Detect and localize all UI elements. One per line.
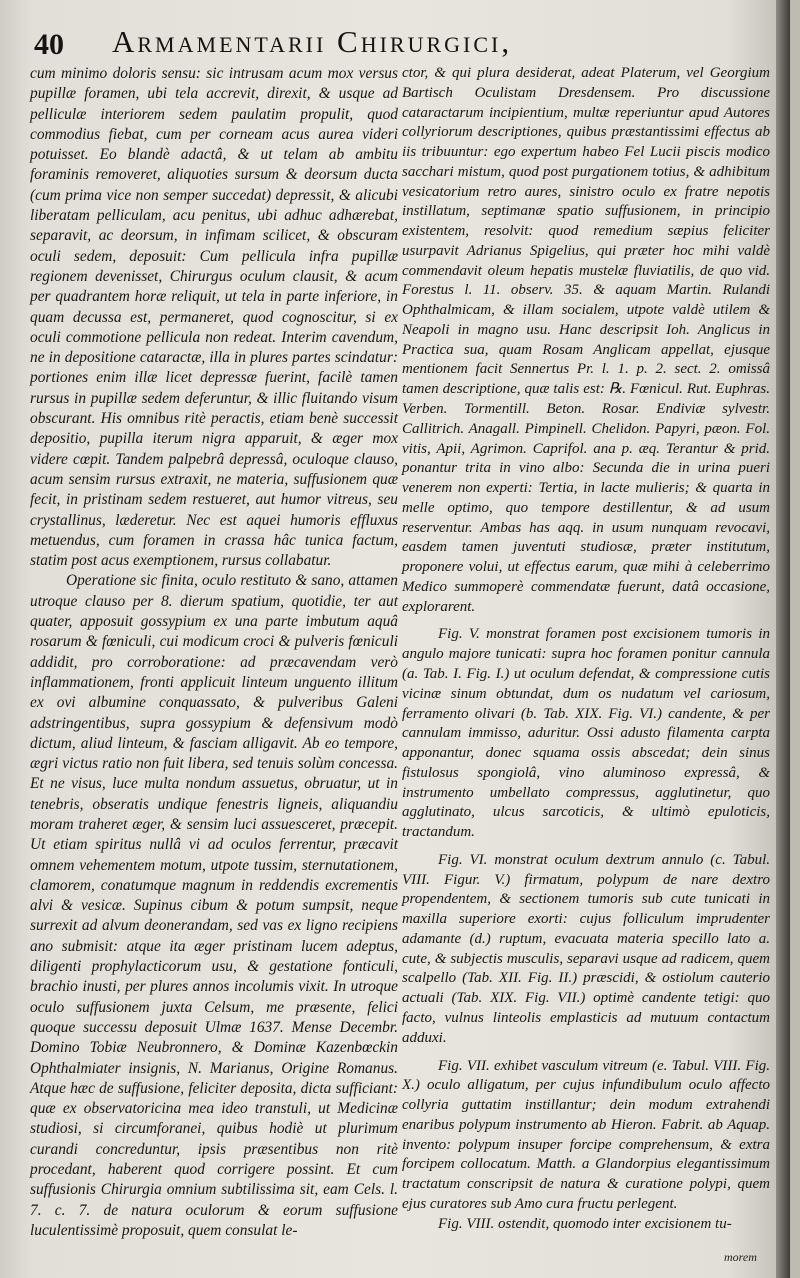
running-head: Armamentarii Chirurgici, (112, 24, 513, 59)
figure-7-caption: Fig. VII. exhibet vasculum vitreum (e. Tabul. VIII. Fig. X.) oculo alligatum, per cujus infundibulum oculo affecto collyria guttatim instillantur; dein modum extrahendi enaribus polypum instrumento ab Hieron. Fabrit. ab Aquap. invento: polypum insuper forcipe comprehensum, & extra forcipem collocatum. Matth. a Glandorpius elegantissimum tractatum conscripsit de natura & curatione polypi, quem ejus curatores sub Amo cura fructu perlegent. (402, 1057, 770, 1212)
left-paragraph-1: cum minimo doloris sensu: sic intrusam acum mox versus pupillæ foramen, ubi tela accrevit, direxit, & usque ad pelliculæ interiorem sedem paulatim propulit, quod commodius fiebat, cum per corneam acus aurea videri potuisset. Eo blandè adactâ, & ut telam ab ambitu foraminis removeret, aliquoties sursum & deorsum ducta (cum prima vice non semper succedat) depressit, & alicubi liberatam pelliculam, acu penitus, ubi adhuc adhærebat, separavit, ac deorsum, in infimam scilicet, & obscuram oculi sedem, deposuit: Cum pellicula infra pupillæ regionem devenisset, Chirurgus oculum clausit, & acum per quadrantem horæ reliquit, ut tela in parte inferiore, in quam decussa est, permaneret, quod cognoscitur, si ex oculi commotione pellicula non redeat. Interim cavendum, ne in depositione cataractæ, illa in plures partes scindatur: portiones enim illæ licet depressæ fuerint, facilè tamen rursus in pupillæ sedem deferuntur, & illic fluitando visum obscurant. His omnibus ritè peractis, etiam benè successit depositio, pupilla iterum nigra apparuit, & æger mox videre cœpit. Tandem palpebrâ depressâ, oculoque clauso, acum sensim rursus extraxit, ne materia, suffusionem quæ fecit, in pristinam sedem restueret, aut humor vitreus, seu crystallinus, læderetur. Nec est aquei humoris effluxus metuendus, cum foramen in crassa hâc tunica factum, statim post acus exemptionem, rursus collabatur. (30, 65, 398, 570)
figure-6-caption: Fig. VI. monstrat oculum dextrum annulo (c. Tabul. VIII. Figur. V.) firmatum, polypum de nare dextro propendentem, & sectionem tumoris sub cute tunicati in maxilla superiore exorti: cujus folliculum imprudenter adamante (d.) ruptum, evacuata materia specillo lato a. cute, & subjectis musculis, separavi usque ad radicem, quem scalpello (Tab. XII. Fig. II.) præscidi, & ostiolum cauterio actuali (Tab. XIX. Fig. VII.) optimè candente tetigi: quo facto, vulnus linteolis emplasticis ad mutuum contactum adduxi. (402, 851, 770, 1046)
page-number: 40 (34, 28, 64, 61)
left-paragraph-2: Operatione sic finita, oculo restituto & sano, attamen utroque clauso per 8. dierum spatium, quotidie, ter aut quater, apposuit gossypium ex una parte imbutum aquâ rosarum & fœniculi, cui modicum croci & pulveris fœniculi addidit, pro corroboratione: ad præcavendam verò inflammationem, fronti applicuit linteum unguento illitum ex ovi albumine conquassato, & pulveribus Galeni adstringentibus, supra gossypium & defensivum modò dictum, aliud linteum, & fasciam alligavit. Ab eo tempore, ægri victus ratio non fuit libera, sed tenuis solùm concessa. Et ne visus, luce multa nondum assuetus, obruatur, ut in tenebris, obseratis undique fenestris ligneis, aliquandiu moram traheret æger, & sensim luci assuesceret, præcepit. Ut etiam spiritus nullâ vi ad oculos ferrentur, præcavit omnem vehementem motum, utpote tussim, sternutationem, clamorem, conatumque magnum in reddendis excrementis alvi & vesicæ. Supinus cibum & potum sumpsit, neque surrexit ad alvum deonerandam, sed vas ex ligno recipiens ano submisit: atque ita æger pristinam lucem adeptus, diligenti prophylacticorum usu, & gestatione fonticuli, brachio inusti, per plures annos incolumis vixit. In utroque oculo suffusionem juxta Celsum, me præsente, felici quoque successu deposuit Ulmæ 1637. Mense Decembr. Domino Tobiæ Neubronnero, & Dominæ Kazenbœckin Ophthalmiater insignis, N. Marianus, Origine Romanus. Atque hæc de suffusione, feliciter deposita, dicta sufficiant: quæ ex observatoricina mea ideo transtuli, ut Medicinæ studiosi, si circumforanei, quibus hodiè ut plurimum curandi concreduntur, ipsis præsentibus non ritè procedant, haberent quod corrigere possint. Et cum suffusionis Chirurgia omnium subtilissima sit, eam Cels. l. 7. c. 7. de natura oculorum & eorum suffusione luculentissimè proposuit, quem consulat le- (30, 572, 398, 1239)
figure-8-caption: Fig. VIII. ostendit, quomodo inter excisionem tu- (438, 1215, 732, 1232)
page-edge-shadow (776, 0, 790, 1278)
right-text-column (402, 64, 770, 1234)
catchword: morem (724, 1250, 757, 1264)
figure-5-caption: Fig. V. monstrat foramen post excisionem tumoris in angulo majore tunicati: supra hoc foramen ponitur cannula (a. Tab. I. Fig. I.) ut oculum defendat, & compressione cutis vicinæ sinum obtundat, dum os nudatum vel cariosum, ferramento olivari (b. Tab. XIX. Fig. VI.) candente, & per cannulam immisso, aduritur. Ossi adusto filamenta carpta apponantur, donec squama ossis abscedat; dein sinus fistulosus spongiolâ, vino aluminoso expressâ, & instrumento umbellato compressus, agglutinetur, quo agglutinato, ulcus sarcoticis, & ultimò epuloticis, tractandum. (402, 626, 770, 841)
right-paragraph-1: ctor, & qui plura desiderat, adeat Platerum, vel Georgium Bartisch Oculistam Dresdensem. Pro discussione cataractarum incipientium, multæ reperiuntur apud Autores collyriorum descriptiones, quibus præstantissimi effectus ab iis tribuuntur: ego expertum habeo Fel Lucii piscis modico sacchari mistum, quod post purgationem totius, & adhibitum vesicatorium retro aures, sinistro oculo ex fratre nepotis instillatum, septimanæ spatio suffusionem, in principio existentem, resolvit: quod remedium sæpius feliciter usurpavit Adrianus Spigelius, qui præter hoc mihi valdè commendavit oleum hepatis mustelæ fluviatilis, de quo vid. Forestus l. 11. observ. 35. & aquam Martin. Rulandi Ophthalmicam, & illam socialem, utpote valdè utilem & Neapoli in magno usu. Hanc descripsit Ioh. Anglicus in Practica sua, quam Rosam Anglicam appellat, ejusque mentionem facit Sennertus Pr. l. 1. p. 2. sect. 2. omissâ tamen descriptione, quæ talis est: ℞. Fœnicul. Rut. Euphras. Verben. Tormentill. Beton. Rosar. Endiviæ sylvestr. Callitrich. Anagall. Pimpinell. Chelidon. Papyri, pæon. Fol. vitis, Apii, Agrimon. Caprifol. ana p. æq. Terantur & prid. ponantur trita in vino albo: Secunda die in urina pueri venerem non experti: Tertia, in lacte mulieris; & quarta in melle optimo, quo tempore destillentur, & ad usum reserventur. Ambas has aqq. in usum nunquam revocavi, easdem tamen juventuti studiosæ, præter institutum, proponere volui, ut effectus earum, quæ mihi à celeberrimo Medico summoperè commendatæ fuerunt, datâ occasione, explorarent. (402, 65, 770, 615)
left-text-column (30, 64, 398, 1241)
